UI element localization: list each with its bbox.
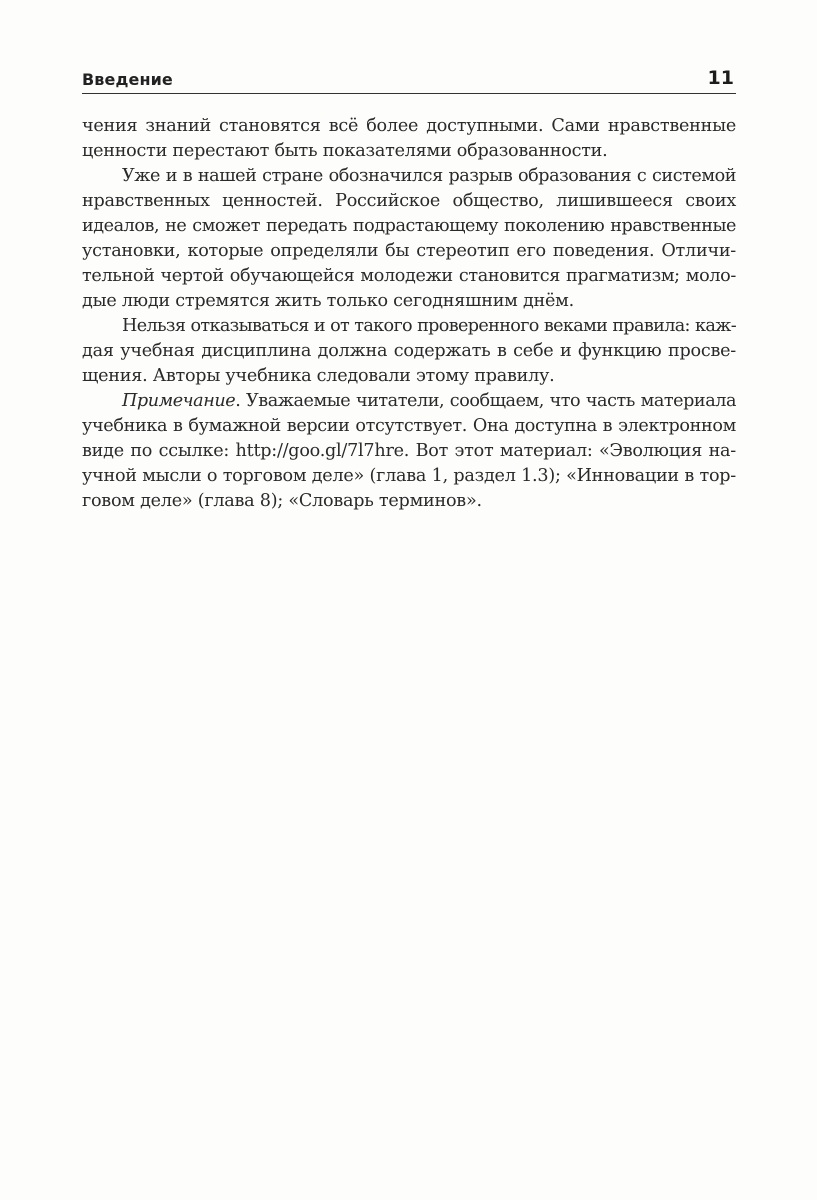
- header-rule: [82, 93, 736, 94]
- text-line: говом деле» (глава 8); «Словарь терминов».: [82, 491, 482, 511]
- text-line: щения. Авторы учебника следовали этому правилу.: [82, 366, 555, 386]
- text-line: установки, которые определяли бы стереотип его поведения. Отличи-: [82, 241, 736, 261]
- text-line: Нельзя отказываться и от такого проверенного веками правила: каж-: [122, 316, 736, 336]
- running-header: [82, 68, 736, 94]
- text-line: ценности перестают быть показателями образованности.: [82, 141, 608, 161]
- text-line: дая учебная дисциплина должна содержать в себе и функцию просве-: [82, 341, 736, 361]
- text-line: учебника в бумажной версии отсутствует. Она доступна в электронном: [82, 416, 736, 436]
- text-line: идеалов, не сможет передать подрастающему поколению нравственные: [82, 216, 736, 236]
- text-line: учной мысли о торговом деле» (глава 1, раздел 1.3); «Инновации в тор-: [82, 466, 736, 486]
- text-line: чения знаний становятся всё более доступными. Сами нравственные: [82, 116, 736, 136]
- body-text: [82, 114, 736, 514]
- page-number: 11: [707, 67, 734, 89]
- text-line: Уже и в нашей стране обозначился разрыв образования с системой: [122, 166, 736, 186]
- note-label: Примечание: [122, 391, 236, 411]
- note-text: . Уважаемые читатели, сообщаем, что часть материала: [235, 391, 736, 411]
- note-line: [82, 389, 736, 414]
- section-title: Введение: [82, 70, 173, 89]
- text-line: виде по ссылке: http://goo.gl/7l7hre. Вот этот материал: «Эволюция на-: [82, 441, 736, 461]
- text-line: дые люди стремятся жить только сегодняшним днём.: [82, 291, 574, 311]
- text-line: тельной чертой обучающейся молодежи становится прагматизм; моло-: [82, 266, 736, 286]
- text-line: нравственных ценностей. Российское общество, лишившееся своих: [82, 191, 736, 211]
